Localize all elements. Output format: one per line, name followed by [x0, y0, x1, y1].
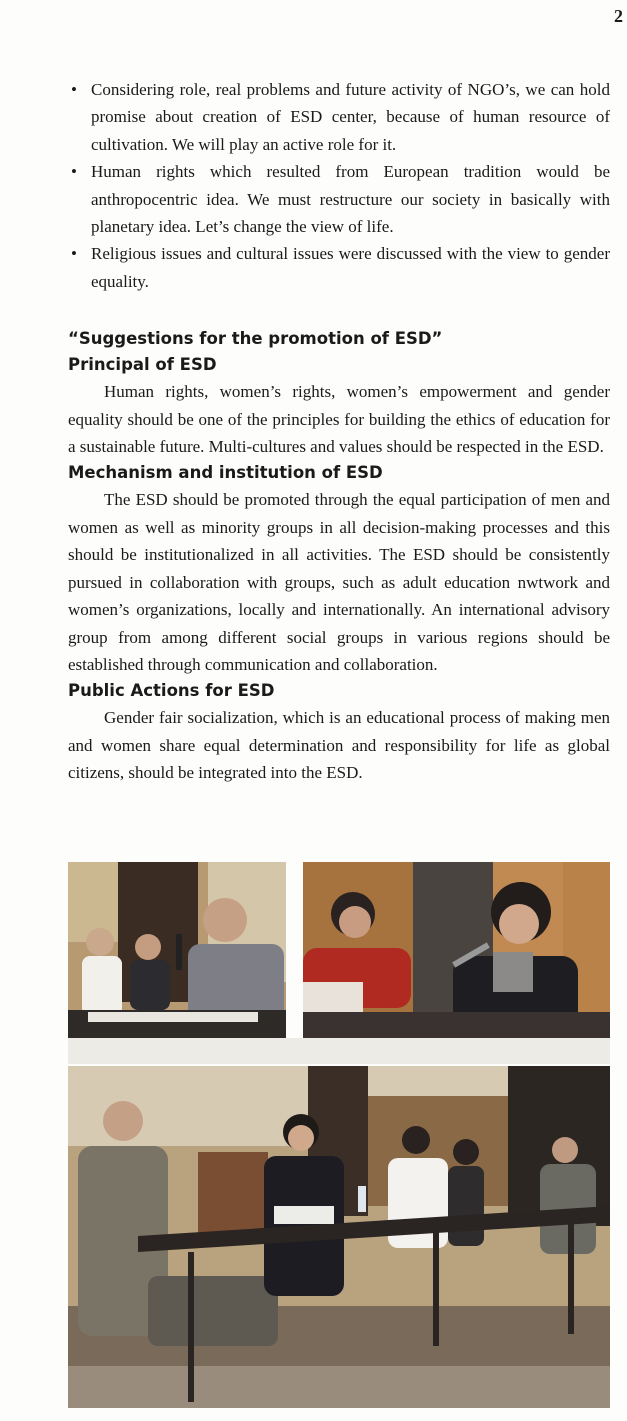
bullet-item [68, 158, 610, 240]
bullet-dot-icon: • [71, 162, 77, 182]
bullet-text: Considering role, real problems and future activity of NGO’s, we can hold promise about creation of ESD center, because of human resource of cultivation. We will play an active role for it. [91, 80, 610, 154]
section-title-public-actions: Public Actions for ESD [68, 681, 275, 701]
photo-panel-speaker-woman [303, 862, 610, 1038]
section-title-mechanism: Mechanism and institution of ESD [68, 463, 383, 483]
page-number: 2 [614, 6, 623, 26]
bullet-item [68, 76, 610, 158]
photo-panel-table-wide [68, 1066, 610, 1408]
section-text-mechanism: The ESD should be promoted through the equal participation of men and women as well as minority groups in all decision-making processes and this should be institutionalized in all activities. The ESD should be consistently pursued in collaboration with groups, such as adult education nwtwork and women’s organizations, locally and internationally. An international advisory group from among different social groups in various regions should be established through communication and collaboration. [68, 490, 610, 674]
bullet-list [68, 76, 610, 295]
photo-panel-speaker-man [68, 862, 286, 1038]
bullet-dot-icon: • [71, 244, 77, 264]
bullet-item [68, 240, 610, 295]
section-text-principal: Human rights, women’s rights, women’s empowerment and gender equality should be one of the principles for building the ethics of education for a sustainable future. Multi-cultures and values should be respected in the ESD. [68, 382, 610, 457]
section-title-principal: Principal of ESD [68, 355, 217, 375]
bullet-text: Human rights which resulted from European tradition would be anthropocentric idea. We must restructure our society in basically with planetary idea. Let’s change the view of life. [91, 162, 610, 237]
photo-divider [68, 1038, 610, 1064]
section-text-public-actions: Gender fair socialization, which is an educational process of making men and women share equal determination and responsibility for life as global citizens, should be integrated into the ESD. [68, 708, 610, 783]
main-heading: “Suggestions for the promotion of ESD” [68, 329, 443, 349]
bullet-text: Religious issues and cultural issues were discussed with the view to gender equality. [91, 244, 610, 291]
bullet-dot-icon: • [71, 80, 77, 99]
text-content [68, 76, 610, 787]
